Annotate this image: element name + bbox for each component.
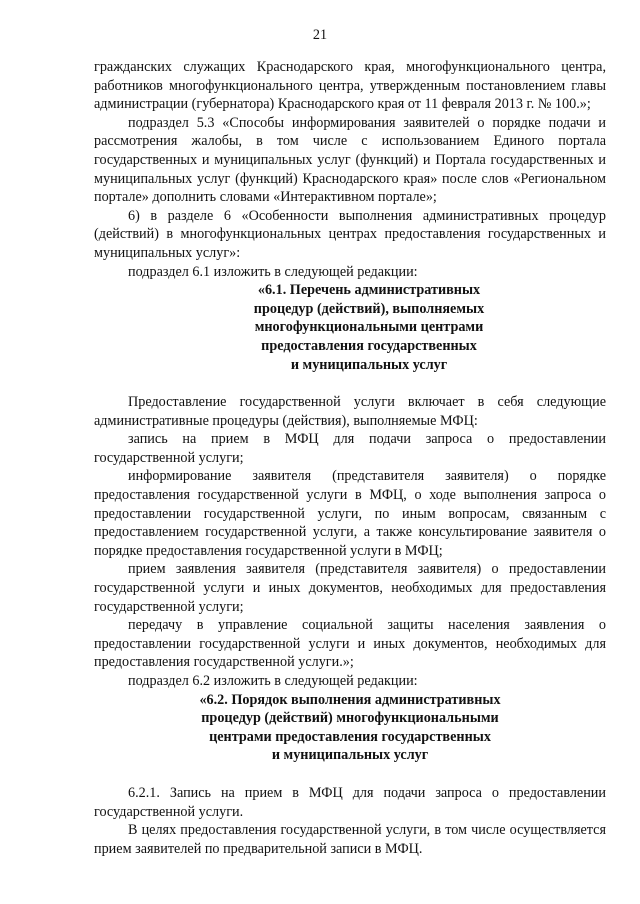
paragraph-procedure-item: передачу в управление социальной защиты населения заявления о предоставлении государственной услуги и иных документов, необходимых для предоставления государственной услуги.»; (94, 617, 606, 671)
paragraph-subsection-5-3: подраздел 5.3 «Способы информирования заявителей о порядке подачи и рассмотрения жалобы, в том числе с использованием Единого портала государственных и муниципальных услуг (функций) и Портала государственных и муниципальных услуг (функций) Краснодарского края» после слов «Региональном портале» дополнить словами «Интерактивном портале»; (94, 114, 606, 206)
paragraph-procedure-item: прием заявления заявителя (представителя заявителя) о предоставлении государственной услуги и иных документов, необходимых для предоставления государственной услуги; (94, 561, 606, 615)
page-number: 21 (312, 27, 328, 43)
heading-6-2-line: и муниципальных услуг (271, 747, 429, 764)
paragraph-preregistration: В целях предоставления государственной услуги, в том числе осуществляется прием заявителей по предварительной записи в МФЦ. (94, 822, 606, 857)
heading-6-2-line: «6.2. Порядок выполнения административных (199, 691, 501, 708)
document-body (94, 58, 606, 858)
paragraph-procedure-item: информирование заявителя (представителя заявителя) о порядке предоставления государственной услуги в МФЦ, о ходе выполнения запроса о предоставлении государственной услуги, по иным вопросам, связанным с предоставлением государственной услуги, а также консультирование заявителя о порядке предоставления государственной услуги в МФЦ; (94, 468, 606, 559)
heading-6-1-line: «6.1. Перечень административных (257, 282, 481, 299)
heading-6-1-line: процедур (действий), выполняемых (253, 300, 485, 317)
heading-6-2-line: центрами предоставления государственных (209, 728, 491, 745)
paragraph-6-2-1: 6.2.1. Запись на прием в МФЦ для подачи запроса о предоставлении государственной услуги. (94, 784, 606, 820)
heading-6-2-line: процедур (действий) многофункциональными (201, 710, 499, 727)
spacer (94, 765, 606, 784)
paragraph-section-6: 6) в разделе 6 «Особенности выполнения административных процедур (действий) в многофункциональных центрах предоставления государственных и муниципальных услуг»: (94, 207, 606, 261)
paragraph-subsection-6-2-intro: подраздел 6.2 изложить в следующей редакции: (128, 673, 418, 689)
heading-6-1-line: предоставления государственных (261, 337, 477, 354)
heading-6-1-line: многофункциональными центрами (254, 319, 484, 336)
heading-6-1 (199, 281, 539, 374)
paragraph-procedures-intro: Предоставление государственной услуги включает в себя следующие административные процедуры (действия), выполняемые МФЦ: (94, 394, 606, 429)
heading-6-2 (160, 691, 540, 765)
spacer (94, 374, 606, 393)
paragraph-subsection-6-1-intro: подраздел 6.1 изложить в следующей редакции: (128, 263, 418, 280)
heading-6-1-line: и муниципальных услуг (290, 356, 448, 373)
paragraph-procedure-item: запись на прием в МФЦ для подачи запроса о предоставлении государственной услуги; (94, 431, 606, 466)
paragraph-continuation: гражданских служащих Краснодарского края, многофункционального центра, работников многофункционального центра, утвержденным постановлением главы администрации (губернатора) Краснодарского края от 11 февраля 2013 г. № 100.»; (94, 59, 606, 113)
